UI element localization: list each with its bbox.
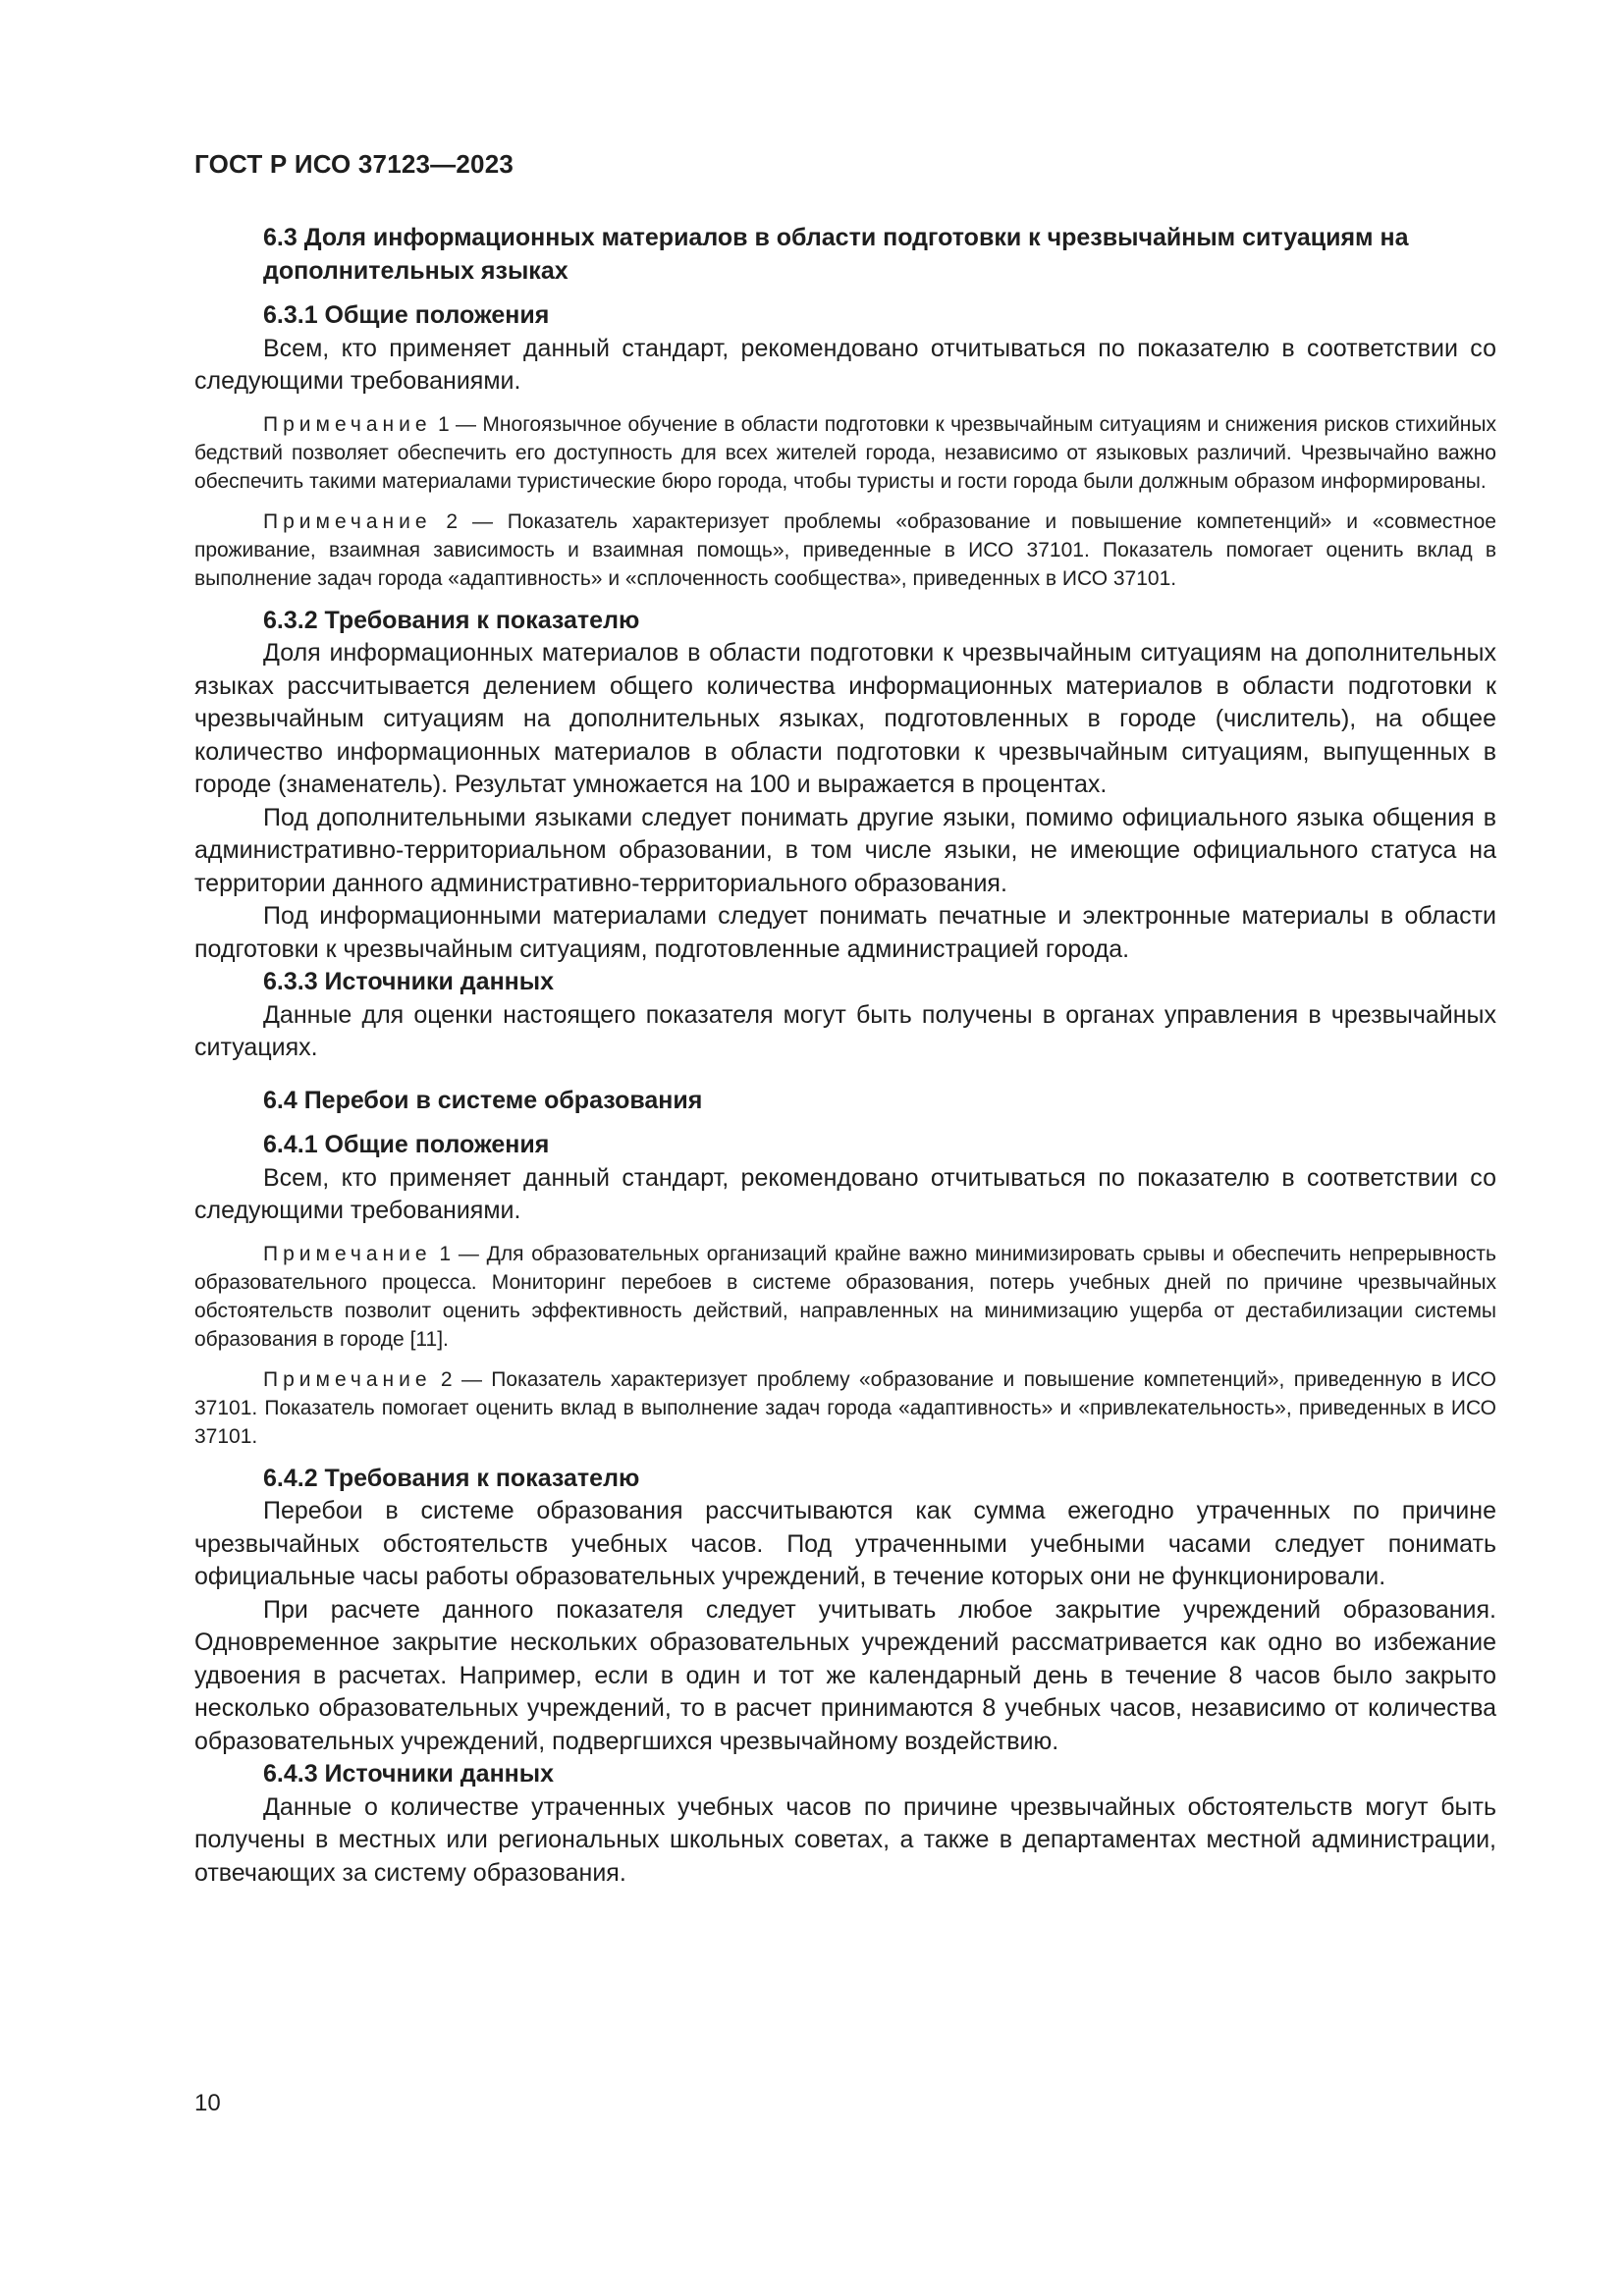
section-6-3-note-2 <box>194 507 1496 593</box>
section-6-3-2-paragraph-3: Под информационными материалами следует понимать печатные и электронные материалы в области подготовки к чрезвычайным ситуациям, подготовленные администрацией города. <box>194 902 1496 963</box>
section-6-3-3-paragraph: Данные для оценки настоящего показателя могут быть получены в органах управления в чрезвычайных ситуациях. <box>194 1000 1496 1061</box>
page-number: 10 <box>194 2090 221 2116</box>
note-label: Примечание <box>263 1242 432 1265</box>
section-6-4-note-1 <box>194 1240 1496 1354</box>
document-body <box>194 222 1496 1890</box>
section-6-3-note-1 <box>194 410 1496 496</box>
note-label: Примечание <box>263 509 432 533</box>
section-6-4-1-title: 6.4.1 Общие положения <box>263 1131 550 1158</box>
section-6-4-2-paragraph-2: При расчете данного показателя следует учитывать любое закрытие учреждений образования. Одновременное закрытие нескольких образовательных учреждений рассматривается как одно во избежание удвоения в расчетах. Например, если в один и тот же календарный день в течение 8 часов было закрыто несколько образовательных учреждений, то в расчет принимаются 8 учебных часов, независимо от количества образовательных учреждений, подвергшихся чрезвычайному воздействию. <box>194 1595 1496 1755</box>
section-6-3-3-title: 6.3.3 Источники данных <box>263 968 555 995</box>
section-6-3-2-paragraph-1: Доля информационных материалов в области подготовки к чрезвычайным ситуациям на дополнительных языках рассчитывается делением общего количества информационных материалов в области подготовки к чрезвычайным ситуациям на дополнительных языках, подготовленных в городе (числитель), на общее количество информационных материалов в области подготовки к чрезвычайным ситуациям, выпущенных в городе (знаменатель). Результат умножается на 100 и выражается в процентах. <box>194 639 1496 798</box>
section-6-4-2-paragraph-1: Перебои в системе образования рассчитываются как сумма ежегодно утраченных по причине чрезвычайных обстоятельств учебных часов. Под утраченными учебными часами следует понимать официальные часы работы образовательных учреждений, в течение которых они не функционировали. <box>194 1497 1496 1590</box>
section-6-3-title: 6.3 Доля информационных материалов в области подготовки к чрезвычайным ситуациям на дополнительных языках <box>263 224 1409 285</box>
section-6-3-2-paragraph-2: Под дополнительными языками следует понимать другие языки, помимо официального языка общения в административно-территориальном образовании, в том числе языки, не имеющие официального статуса на территории данного административно-территориального образования. <box>194 803 1496 897</box>
section-6-4-1-paragraph: Всем, кто применяет данный стандарт, рекомендовано отчитываться по показателю в соответствии со следующими требованиями. <box>194 1163 1496 1224</box>
section-6-4-3-paragraph: Данные о количестве утраченных учебных часов по причине чрезвычайных обстоятельств могут быть получены в местных или региональных школьных советах, а также в департаментах местной администрации, отвечающих за систему образования. <box>194 1792 1496 1887</box>
section-6-3-1-title: 6.3.1 Общие положения <box>263 301 550 329</box>
document-page <box>194 0 1496 2296</box>
note-text: 2 — Показатель характеризует проблему «образование и повышение компетенций», приведенную в ИСО 37101. Показатель помогает оценить вклад в выполнение задач города «адаптивность» и «привлекательность», приведенных в ИСО 37101. <box>194 1367 1496 1448</box>
section-6-4-2-title: 6.4.2 Требования к показателю <box>263 1464 640 1492</box>
section-6-4-3-title: 6.4.3 Источники данных <box>263 1760 555 1788</box>
section-6-3-2-title: 6.3.2 Требования к показателю <box>263 606 640 634</box>
note-label: Примечание <box>263 412 432 436</box>
note-text: 1 — Для образовательных организаций крайне важно минимизировать срывы и обеспечить непрерывность образовательного процесса. Мониторинг перебоев в системе образования, потерь учебных дней по причине чрезвычайных обстоятельств позволит оценить эффективность действий, направленных на минимизацию ущерба от дестабилизации системы образования в городе [11]. <box>194 1242 1496 1351</box>
note-text: 1 — Многоязычное обучение в области подготовки к чрезвычайным ситуациям и снижения рисков стихийных бедствий позволяет обеспечить его доступность для всех жителей города, независимо от языковых различий. Чрезвычайно важно обеспечить такими материалами туристические бюро города, чтобы туристы и гости города были должным образом информированы. <box>194 412 1496 493</box>
section-6-4-title: 6.4 Перебои в системе образования <box>263 1086 703 1114</box>
section-6-4-note-2 <box>194 1365 1496 1451</box>
section-6-3-1-paragraph: Всем, кто применяет данный стандарт, рекомендовано отчитываться по показателю в соответствии со следующими требованиями. <box>194 334 1496 395</box>
note-label: Примечание <box>263 1367 432 1391</box>
note-text: 2 — Показатель характеризует проблемы «образование и повышение компетенций» и «совместное проживание, взаимная зависимость и взаимная помощь», приведенные в ИСО 37101. Показатель помогает оценить вклад в выполнение задач города «адаптивность» и «сплоченность сообщества», приведенных в ИСО 37101. <box>194 509 1496 590</box>
standard-designation: ГОСТ Р ИСО 37123—2023 <box>194 149 514 179</box>
